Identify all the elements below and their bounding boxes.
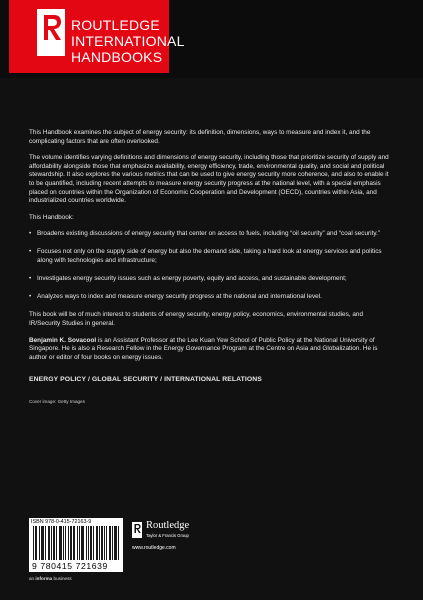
publisher-logo-icon <box>132 522 142 538</box>
list-item: • Analyzes ways to index and measure energy security progress at the national and international level. <box>29 293 395 302</box>
barcode-number: 9 780415 721639 <box>32 561 108 571</box>
author-paragraph <box>29 337 395 363</box>
subject-categories: ENERGY POLICY / GLOBAL SECURITY / INTERNATIONAL RELATIONS <box>29 376 262 384</box>
description-paragraph: The volume identifies varying definitions and dimensions of energy security, including those that prioritize security of supply and affordability alongside those that emphasize availability, energy efficiency, trade, environmental quality, and social and political stewardship. It also explores the various metrics that can be used to give energy security more coherence, and also to enable it to be quantified, including recent attempts to measure energy security progress at the national level, with a special emphasis placed on countries within the Organization of Economic Cooperation and Development (OECD), countries within Asia, and industrialized countries worldwide. <box>29 154 389 205</box>
barcode-box <box>29 518 123 572</box>
author-bio: is an Assistant Professor at the Lee Kuan Yew School of Public Policy at the National University of Singapore. He is also a Research Fellow in the Energy Governance Program at the Centre on Asia and Globalization. He is author or editor of four books on energy issues. <box>29 336 378 361</box>
informa-suffix: business <box>52 576 72 581</box>
list-item: • Focuses not only on the supply side of energy but also the demand side, taking a hard look at energy services and politics along with technologies and infrastructure; <box>29 248 395 265</box>
publisher-website: www.routledge.com <box>132 545 176 551</box>
barcode-icon <box>33 526 119 560</box>
author-name: Benjamin K. Sovacool <box>29 336 97 344</box>
back-cover-text <box>29 129 395 406</box>
intro-paragraph: This Handbook examines the subject of energy security: its definition, dimensions, ways to measure and index it, and the complicating factors that are often overlooked. <box>29 129 371 145</box>
list-item: • Investigates energy security issues such as energy poverty, equity and access, and sustainable development; <box>29 275 395 284</box>
informa-prefix: an <box>29 576 36 581</box>
header-banner <box>0 0 423 78</box>
list-item: • Broadens existing discussions of energy security that center on access to fuels, including “oil security” and “coal security.” <box>29 230 395 239</box>
publisher-group: Taylor & Francis Group <box>146 533 189 538</box>
routledge-logo-icon <box>37 9 65 56</box>
series-line-1: ROUTLEDGE <box>71 17 160 33</box>
informa-bold: informa <box>35 576 53 581</box>
list-intro: This Handbook: <box>29 213 74 221</box>
informa-business-label <box>29 576 72 581</box>
cover-credit: Cover image: Getty Images <box>29 398 85 404</box>
series-line-2: INTERNATIONAL <box>71 33 185 49</box>
series-red-box <box>9 0 185 73</box>
series-title <box>71 17 185 65</box>
isbn-label: ISBN 978-0-415-72163-9 <box>31 519 92 525</box>
publisher-name: Routledge <box>146 520 190 531</box>
series-line-3: HANDBOOKS <box>71 49 163 65</box>
audience-paragraph: This book will be of much interest to students of energy security, energy policy, economics, environmental studies, and IR/Security Studies in general. <box>29 311 364 327</box>
feature-list <box>29 230 395 301</box>
